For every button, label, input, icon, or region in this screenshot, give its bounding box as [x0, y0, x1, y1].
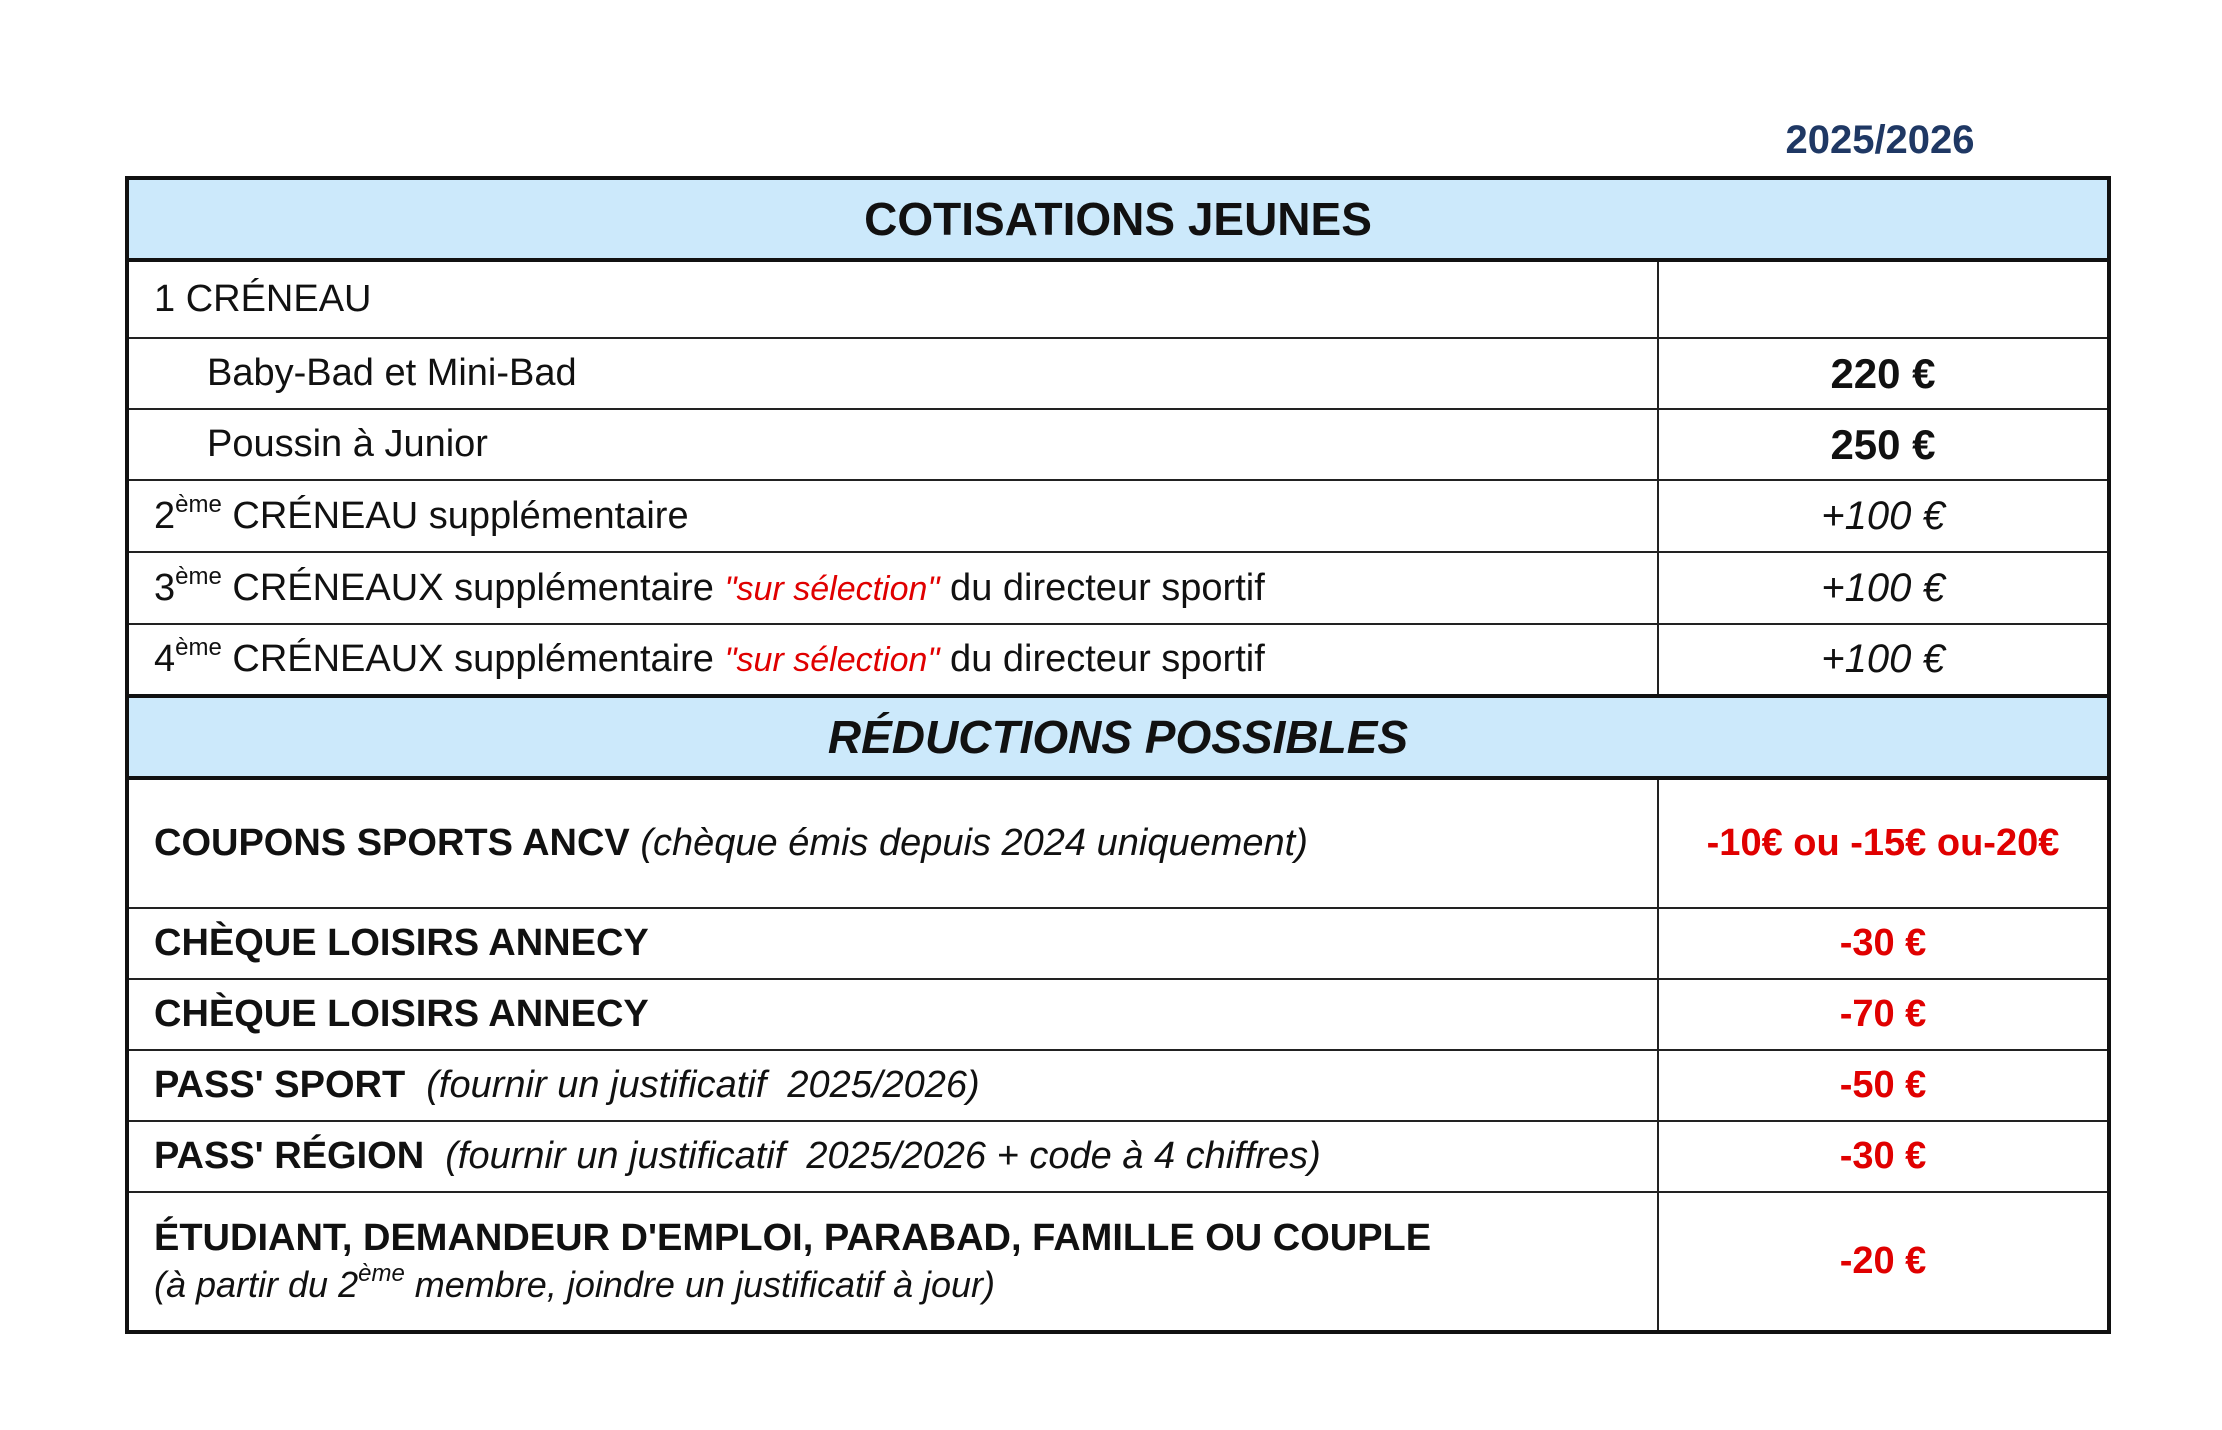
row-label-number: 4: [154, 638, 176, 680]
section-header-row: [127, 696, 2109, 778]
row-label-note: (fournir un justificatif 2025/2026 + code à 4 chiffres): [424, 1135, 1321, 1177]
row-label-superscript: ème: [175, 490, 222, 518]
row-label-number: 2: [154, 494, 176, 537]
row-label: [127, 778, 1658, 908]
section-title-cotisations: COTISATIONS JEUNES: [127, 178, 2109, 260]
row-label-text: CRÉNEAU supplémentaire: [221, 494, 689, 537]
table-row: [127, 1121, 2109, 1192]
selection-note: "sur sélection": [724, 641, 940, 679]
row-value: +100 €: [1658, 624, 2109, 696]
note-text-start: (à partir du 2: [154, 1264, 359, 1305]
section-header-row: [127, 178, 2109, 260]
row-value: -30 €: [1658, 908, 2109, 979]
row-label: 1 CRÉNEAU: [127, 260, 1658, 338]
note-text-end: membre, joindre un justificatif à jour): [404, 1264, 996, 1305]
row-label-text: PASS' SPORT: [154, 1064, 406, 1106]
row-value: -70 €: [1658, 979, 2109, 1050]
row-value: +100 €: [1658, 480, 2109, 552]
table-row: [127, 778, 2109, 908]
table-row: [127, 908, 2109, 979]
row-value: -10€ ou -15€ ou-20€: [1658, 778, 2109, 908]
row-value: +100 €: [1658, 552, 2109, 624]
row-label-end: du directeur sportif: [939, 638, 1265, 680]
row-label-text: PASS' RÉGION: [154, 1135, 425, 1177]
row-label-note: [154, 1260, 1657, 1306]
row-label-text: ÉTUDIANT, DEMANDEUR D'EMPLOI, PARABAD, FAMILLE OU COUPLE: [154, 1217, 1432, 1259]
row-value: [1658, 260, 2109, 338]
row-label: [127, 624, 1658, 696]
table-row: [127, 260, 2109, 338]
table-row: [127, 338, 2109, 409]
row-label-text: COUPONS SPORTS ANCV: [154, 822, 630, 864]
row-label-number: 3: [154, 566, 176, 609]
fee-table: [125, 176, 2111, 1334]
row-label-text: CRÉNEAUX supplémentaire: [221, 638, 725, 680]
row-label: [127, 552, 1658, 624]
table-row: [127, 979, 2109, 1050]
table-row: [127, 552, 2109, 624]
selection-note: "sur sélection": [724, 569, 940, 608]
row-label-note: (fournir un justificatif 2025/2026): [405, 1064, 980, 1106]
season-year: 2025/2026: [1785, 118, 1975, 162]
table-row: [127, 480, 2109, 552]
row-label: [127, 1121, 1658, 1192]
row-label: [127, 1192, 1658, 1332]
row-label-superscript: ème: [175, 562, 222, 590]
row-label: CHÈQUE LOISIRS ANNECY: [127, 908, 1658, 979]
row-label: CHÈQUE LOISIRS ANNECY: [127, 979, 1658, 1050]
row-value: 220 €: [1658, 338, 2109, 409]
row-label-superscript: ème: [175, 634, 222, 661]
row-label: Baby-Bad et Mini-Bad: [127, 338, 1658, 409]
table-row: [127, 409, 2109, 480]
row-label: [127, 1050, 1658, 1121]
row-value: 250 €: [1658, 409, 2109, 480]
table-row: [127, 1050, 2109, 1121]
section-title-reductions: RÉDUCTIONS POSSIBLES: [127, 696, 2109, 778]
table-row: [127, 1192, 2109, 1332]
row-label-end: du directeur sportif: [939, 566, 1265, 609]
row-value: -50 €: [1658, 1050, 2109, 1121]
row-value: -30 €: [1658, 1121, 2109, 1192]
row-value: -20 €: [1658, 1192, 2109, 1332]
row-label-text: CRÉNEAUX supplémentaire: [221, 566, 725, 609]
table-row: [127, 624, 2109, 696]
row-label: Poussin à Junior: [127, 409, 1658, 480]
note-superscript: ème: [358, 1260, 405, 1287]
row-label-note: (chèque émis depuis 2024 uniquement): [629, 822, 1308, 864]
row-label: [127, 480, 1658, 552]
